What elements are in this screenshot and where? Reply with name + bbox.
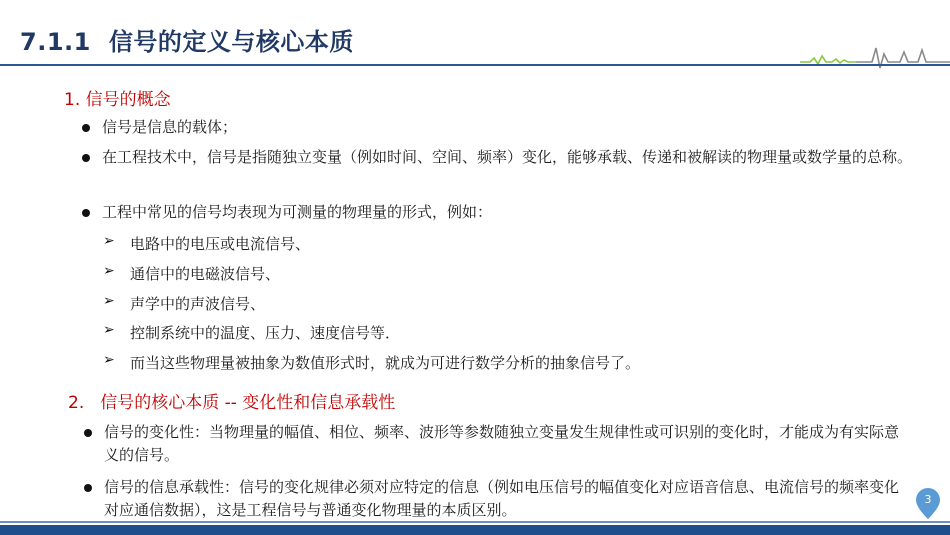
title-section-number: 7.1.1 [20, 28, 91, 56]
bullet-text: 工程中常见的信号均表现为可测量的物理量的形式，例如： [102, 203, 493, 221]
bullet-dot-icon [84, 484, 92, 492]
bullet-text: 信号的变化性：当物理量的幅值、相位、频率、波形等参数随独立变量发生规律性或可识别的变化时，才能成为有实际意义的信号。 [104, 423, 900, 464]
title-text: 信号的定义与核心本质 [108, 28, 354, 56]
bullet-text: 在工程技术中，信号是指随独立变量（例如时间、空间、频率）变化，能够承载、传递和被解读的物理量或数学量的总称。 [102, 148, 913, 166]
arrow-bullet-icon: ➢ [103, 293, 115, 309]
sub-item-text: 通信中的电磁波信号、 [130, 265, 281, 283]
bullet-dot-icon [84, 429, 92, 437]
footer-divider [0, 521, 950, 523]
list-item [102, 201, 932, 224]
section-1-heading [64, 85, 171, 110]
list-item [104, 421, 909, 467]
arrow-bullet-icon: ➢ [103, 263, 115, 279]
list-item [104, 476, 909, 522]
page-number: 3 [924, 493, 932, 506]
sub-item-text: 控制系统中的温度、压力、速度信号等． [130, 324, 401, 342]
arrow-bullet-icon: ➢ [103, 322, 115, 338]
sub-item-text: 而当这些物理量被抽象为数值形式时，就成为可进行数学分析的抽象信号了。 [130, 354, 641, 372]
bullet-dot-icon [82, 209, 90, 217]
bullet-text: 信号是信息的载体； [102, 118, 238, 136]
list-item [102, 146, 912, 169]
bullet-text: 信号的信息承载性：信号的变化规律必须对应特定的信息（例如电压信号的幅值变化对应语音信息、电流信号的频率变化对应通信数据），这是工程信号与普通变化物理量的本质区别。 [104, 478, 900, 519]
bullet-dot-icon [82, 154, 90, 162]
sub-list-item [103, 263, 281, 284]
section-2-title: 信号的核心本质 -- 变化性和信息承载性 [100, 393, 396, 413]
sub-list-item [103, 322, 401, 343]
bullet-dot-icon [82, 124, 90, 132]
arrow-bullet-icon: ➢ [103, 233, 115, 249]
arrow-bullet-icon: ➢ [103, 352, 115, 368]
sub-list-item [103, 293, 266, 314]
sub-list-item [103, 352, 641, 373]
sub-list-item [103, 233, 311, 254]
list-item [102, 116, 932, 139]
section-1-title: 信号的概念 [85, 90, 171, 110]
section-2-number: 2. [68, 393, 85, 413]
section-2-heading [68, 388, 395, 413]
section-1-number: 1. [64, 90, 81, 110]
sub-item-text: 声学中的声波信号、 [130, 295, 266, 313]
sub-item-text: 电路中的电压或电流信号、 [130, 235, 311, 253]
footer-bar [0, 525, 950, 535]
